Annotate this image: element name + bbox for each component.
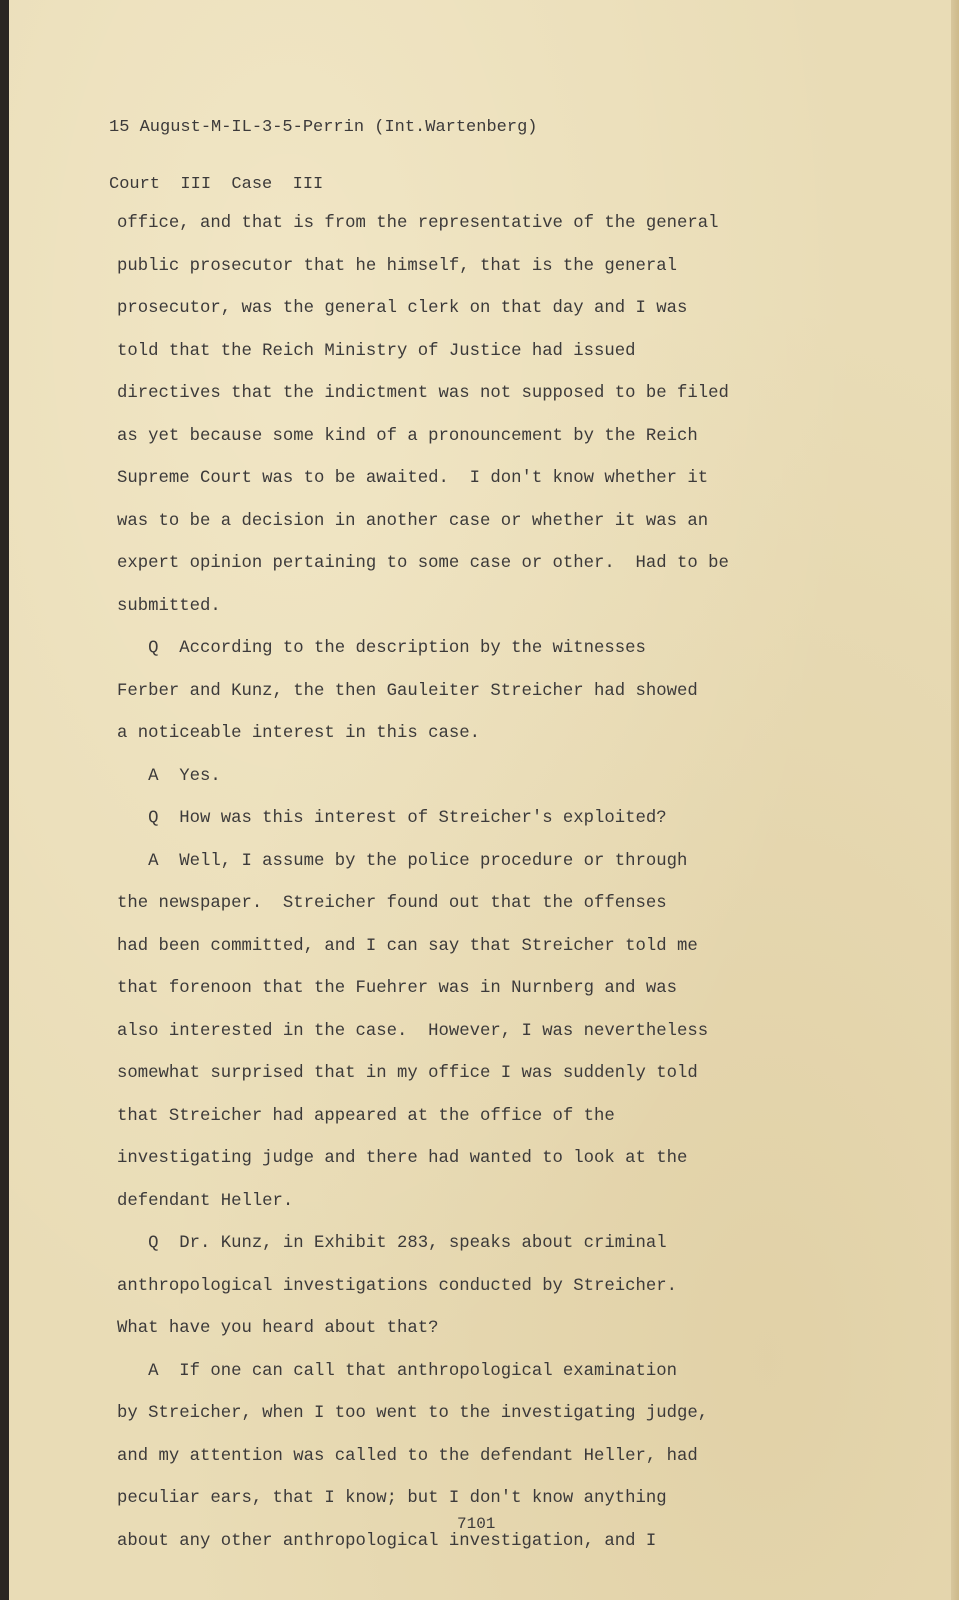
transcript-line: peculiar ears, that I know; but I don't know anything xyxy=(117,1489,667,1508)
transcript-line: Ferber and Kunz, the then Gauleiter Streicher had showed xyxy=(117,681,698,701)
transcript-line: Q How was this interest of Streicher's exploited? xyxy=(117,809,667,828)
transcript-line: prosecutor, was the general clerk on that day and I was xyxy=(117,299,688,318)
transcript-line: a noticeable interest in this case. xyxy=(117,724,480,743)
transcript-line: had been committed, and I can say that Streicher told me xyxy=(117,936,698,956)
transcript-line: Supreme Court was to be awaited. I don't know whether it xyxy=(117,469,709,488)
transcript-line: Q According to the description by the witnesses xyxy=(117,639,646,658)
transcript-line: A Yes. xyxy=(117,766,221,786)
header-line-1: 15 August-M-IL-3-5-Perrin (Int.Wartenberg) xyxy=(109,118,538,137)
transcript-line: somewhat surprised that in my office I was suddenly told xyxy=(117,1064,698,1083)
transcript-line: submitted. xyxy=(117,596,221,616)
page-number: 7101 xyxy=(457,1515,496,1533)
transcript-line: that forenoon that the Fuehrer was in Nurnberg and was xyxy=(117,979,678,998)
header-line-2: Court III Case III xyxy=(109,175,324,194)
transcript-line: told that the Reich Ministry of Justice had issued xyxy=(117,341,636,361)
transcript-line: public prosecutor that he himself, that is the general xyxy=(117,256,678,276)
transcript-line: A Well, I assume by the police procedure or through xyxy=(117,851,688,871)
transcript-line: office, and that is from the representative of the general xyxy=(117,214,719,233)
transcript-line: and my attention was called to the defendant Heller, had xyxy=(117,1446,698,1466)
transcript-line: A If one can call that anthropological examination xyxy=(117,1361,678,1381)
transcript-line: was to be a decision in another case or whether it was an xyxy=(117,511,709,531)
transcript-body xyxy=(117,203,729,1563)
transcript-line: What have you heard about that? xyxy=(117,1319,439,1338)
transcript-line: anthropological investigations conducted by Streicher. xyxy=(117,1276,678,1296)
transcript-line: about any other anthropological investigation, and I xyxy=(117,1531,657,1551)
transcript-line: Q Dr. Kunz, in Exhibit 283, speaks about criminal xyxy=(117,1234,667,1253)
transcript-line: defendant Heller. xyxy=(117,1191,294,1211)
transcript-line: directives that the indictment was not supposed to be filed xyxy=(117,384,729,403)
transcript-line: investigating judge and there had wanted to look at the xyxy=(117,1149,688,1168)
transcript-line: that Streicher had appeared at the office of the xyxy=(117,1106,615,1126)
page-right-edge xyxy=(951,0,959,1600)
transcript-line: the newspaper. Streicher found out that the offenses xyxy=(117,894,667,913)
transcript-line: by Streicher, when I too went to the investigating judge, xyxy=(117,1404,709,1423)
transcript-line: as yet because some kind of a pronouncement by the Reich xyxy=(117,426,698,446)
page-left-edge xyxy=(0,0,9,1600)
transcript-line: expert opinion pertaining to some case or other. Had to be xyxy=(117,554,729,573)
transcript-line: also interested in the case. However, I was nevertheless xyxy=(117,1021,709,1041)
